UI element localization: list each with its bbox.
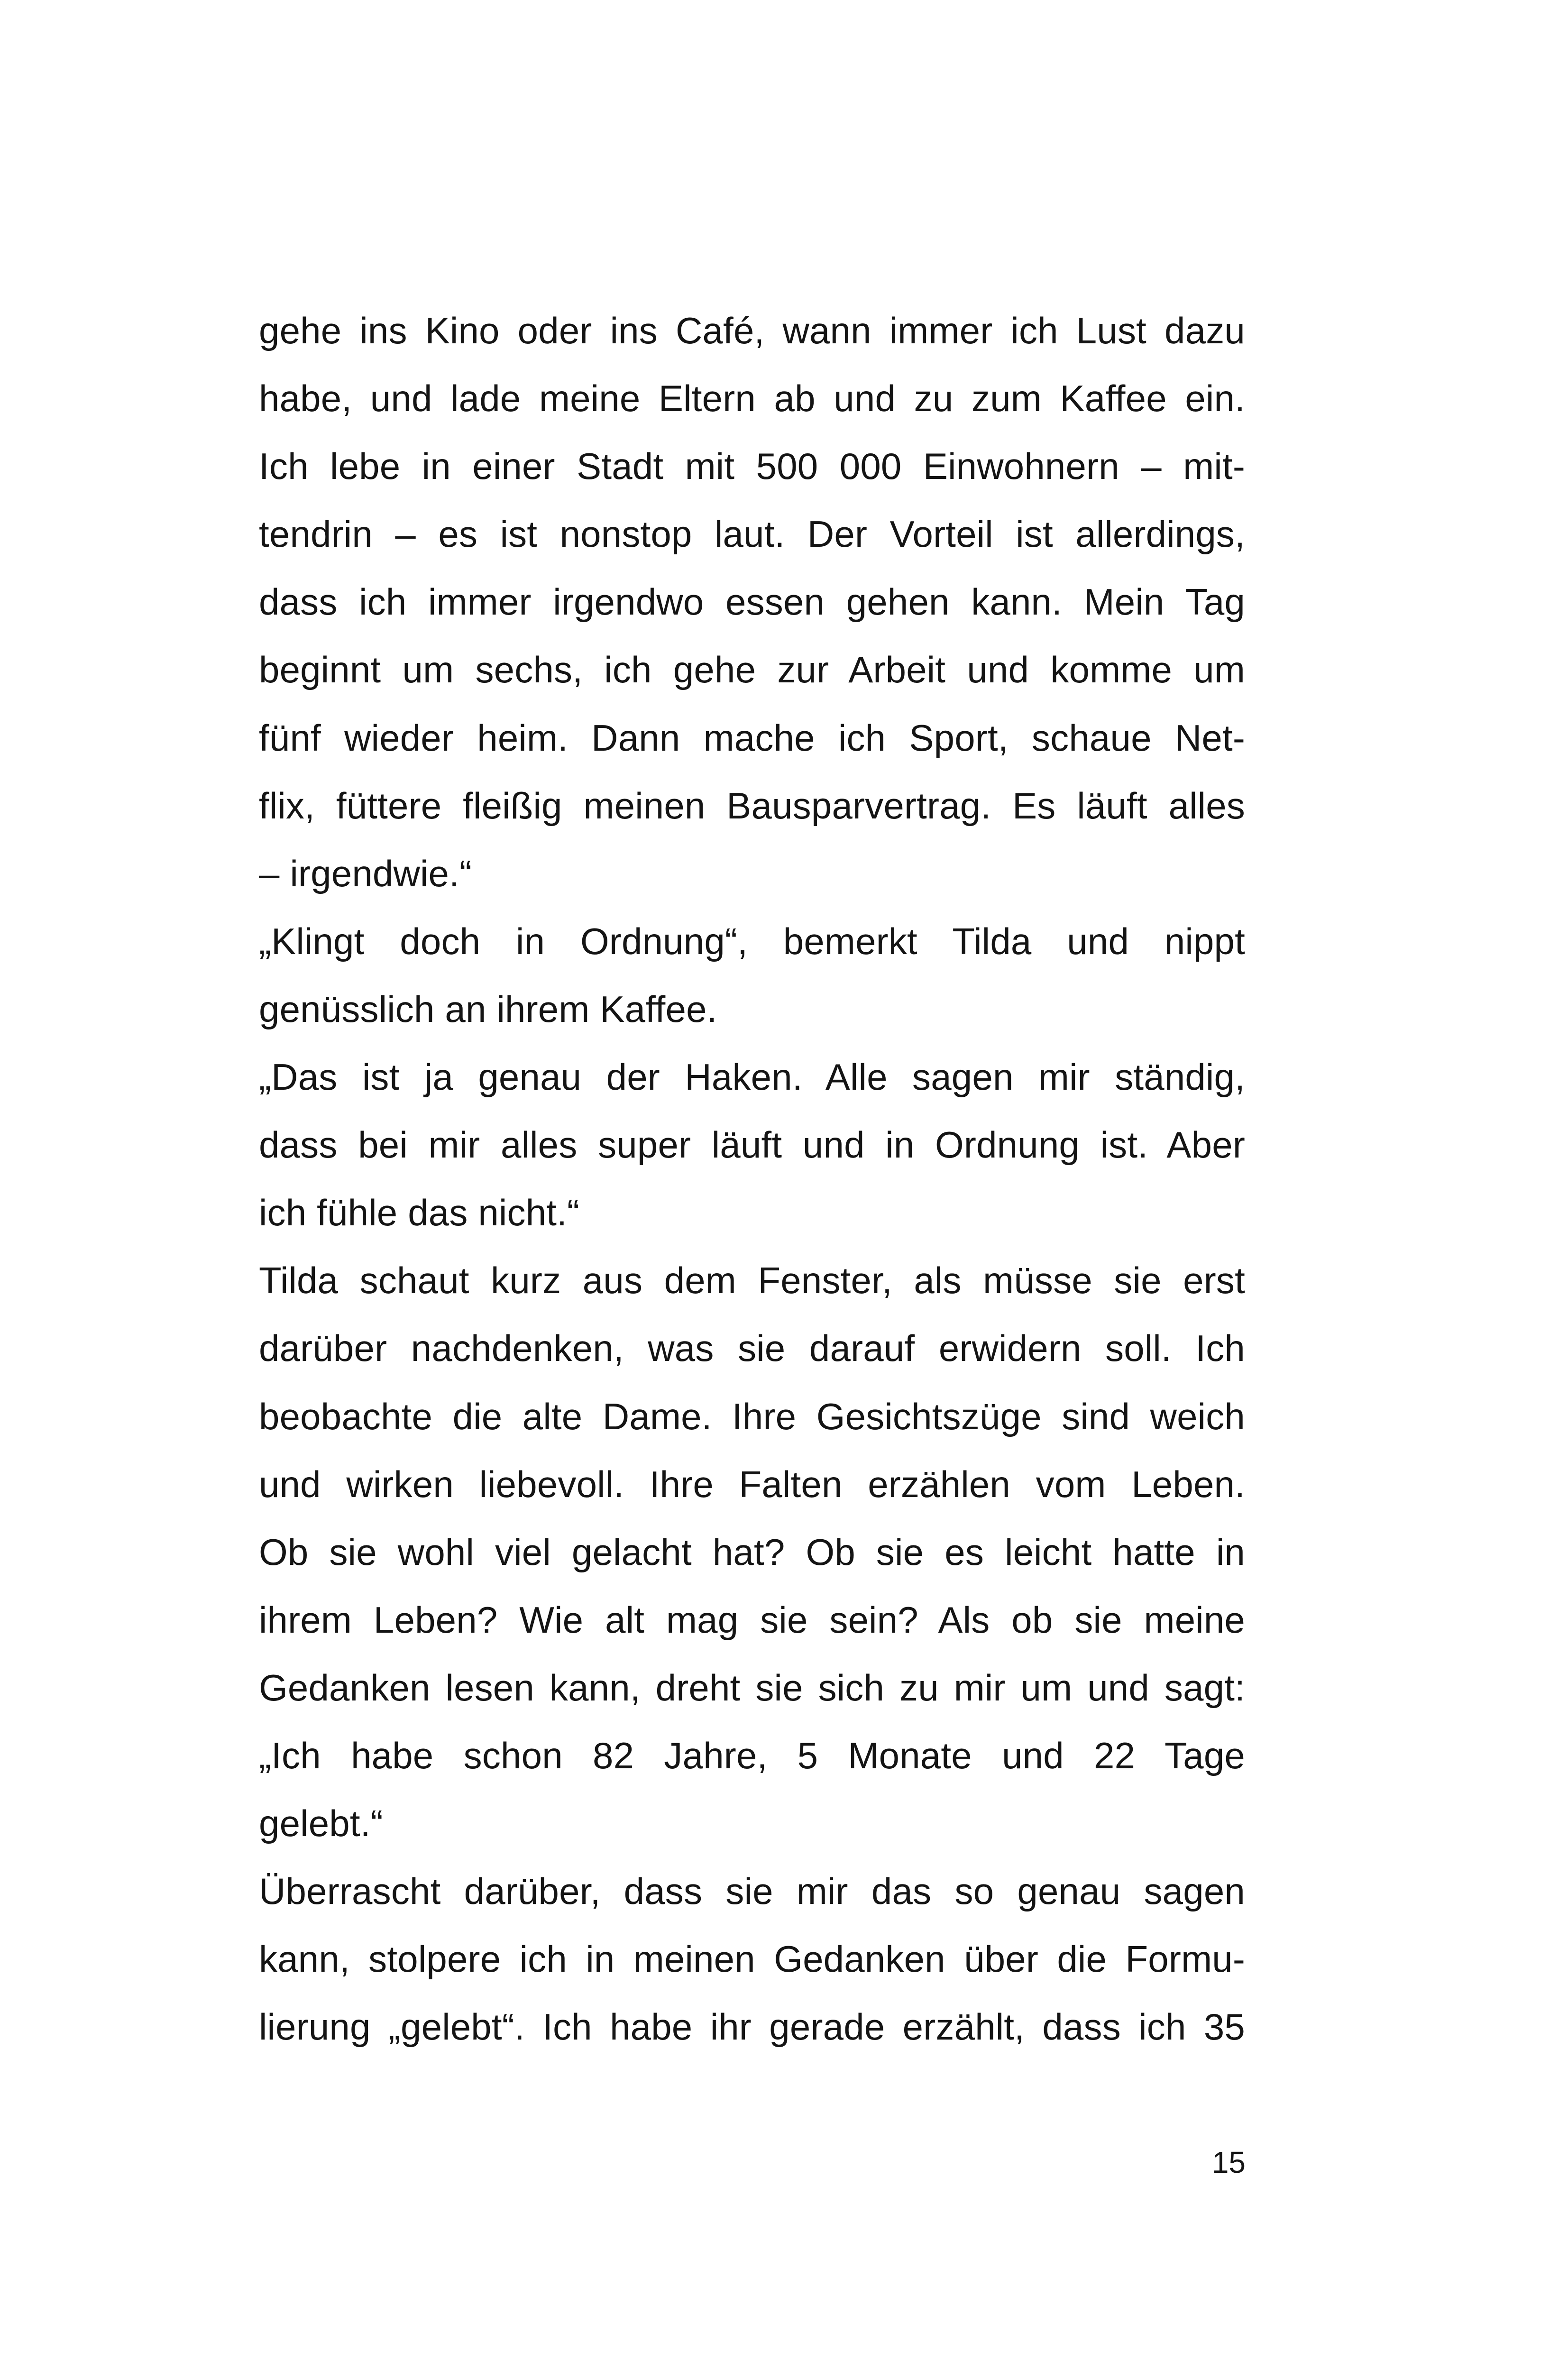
text-line: Ich lebe in einer Stadt mit 500 000 Einwohnern – mit- [259,445,1245,487]
text-line: beginnt um sechs, ich gehe zur Arbeit und komme um [259,649,1245,691]
text-line: flix, füttere fleißig meinen Bausparvertrag. Es läuft alles [259,784,1245,827]
text-line: habe, und lade meine Eltern ab und zu zum Kaffee ein. [259,377,1245,420]
text-line: dass bei mir alles super läuft und in Ordnung ist. Aber [259,1124,1245,1166]
text-line: Überrascht darüber, dass sie mir das so genau sagen [259,1870,1245,1912]
text-line: kann, stolpere ich in meinen Gedanken über die Formu- [259,1938,1245,1980]
text-line: „Das ist ja genau der Haken. Alle sagen mir ständig, [259,1056,1245,1098]
text-line: darüber nachdenken, was sie darauf erwidern soll. Ich [259,1327,1245,1369]
text-line: fünf wieder heim. Dann mache ich Sport, schaue Net- [259,717,1245,759]
text-line: beobachte die alte Dame. Ihre Gesichtszüge sind weich [259,1395,1245,1437]
text-line: dass ich immer irgendwo essen gehen kann. Mein Tag [259,581,1245,623]
text-line: – irgendwie.“ [259,852,472,894]
text-line: tendrin – es ist nonstop laut. Der Vorteil ist allerdings, [259,513,1245,555]
text-line: genüsslich an ihrem Kaffee. [259,988,717,1030]
text-line: Gedanken lesen kann, dreht sie sich zu mir um und sagt: [259,1666,1245,1709]
body-text [259,297,1245,2061]
page-number: 15 [1211,2145,1246,2179]
text-line: „Klingt doch in Ordnung“, bemerkt Tilda und nippt [259,920,1245,962]
text-line: lierung „gelebt“. Ich habe ihr gerade erzählt, dass ich 35 [259,2006,1245,2048]
text-line: gelebt.“ [259,1802,383,1845]
text-line: „Ich habe schon 82 Jahre, 5 Monate und 22 Tage [259,1734,1245,1776]
text-line: ich fühle das nicht.“ [259,1192,580,1234]
text-line: ihrem Leben? Wie alt mag sie sein? Als ob sie meine [259,1599,1245,1641]
text-line: und wirken liebevoll. Ihre Falten erzählen vom Leben. [259,1463,1245,1505]
text-line: Ob sie wohl viel gelacht hat? Ob sie es leicht hatte in [259,1531,1245,1573]
text-line: Tilda schaut kurz aus dem Fenster, als müsse sie erst [259,1259,1245,1302]
text-line: gehe ins Kino oder ins Café, wann immer ich Lust dazu [259,310,1245,351]
